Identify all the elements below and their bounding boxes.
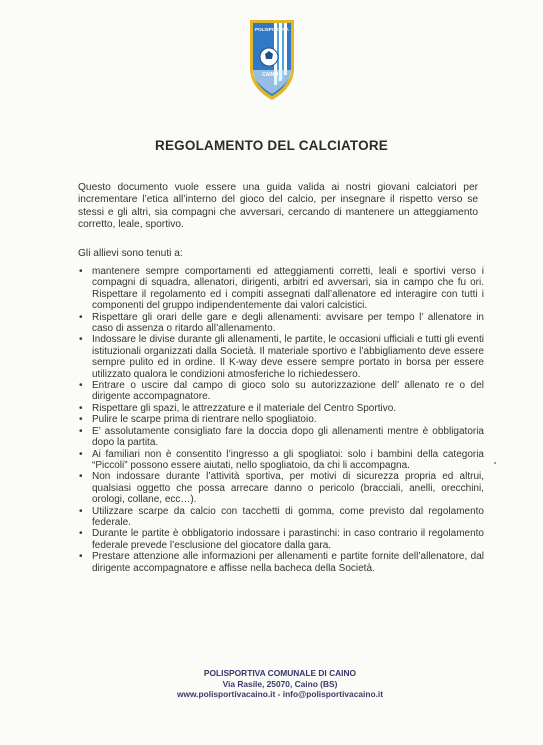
rule-text: Rispettare gli spazi, le attrezzature e il materiale del Centro Sportivo.: [92, 402, 397, 414]
bullet-icon: •: [79, 448, 83, 460]
rule-text: Prestare attenzione alle informazioni per allenamenti e partite fornite dell’allenatore, dal dirigente accompagnatore e affisse nella bacheca della Società.: [92, 551, 484, 574]
rule-text: mantenere sempre comportamenti ed atteggiamenti corretti, leali e sportivi verso i compagni di squadra, allenatori, dirigenti, arbitri ed avversari, sia in campo che fu ori. Rispettare il regolamento ed i compiti assegnati dall’allenatore ed interagire con tutti i componenti del gruppo indipendentemente dai valori calcistici.: [92, 266, 484, 312]
list-item: [78, 449, 484, 472]
footer-website: www.polisportivacaino.it - info@polisportivacaino.it: [176, 689, 384, 700]
bullet-icon: •: [79, 471, 83, 483]
bullet-icon: •: [79, 311, 83, 323]
bullet-icon: •: [79, 528, 83, 540]
list-item: [78, 528, 484, 551]
list-item: [78, 471, 484, 505]
list-item: [78, 414, 484, 425]
rule-text: Utilizzare scarpe da calcio con tacchetti di gomma, come previsto dal regolamento federale.: [92, 505, 484, 528]
bullet-icon: •: [79, 380, 83, 392]
footer-contact: [160, 668, 400, 700]
list-item: [78, 506, 484, 529]
rule-text: Durante le partite è obbligatorio indossare i parastinchi: in caso contrario il regolamento federale prevede l’esclusione del giocatore dalla gara.: [92, 528, 484, 551]
list-item: [78, 403, 484, 414]
rule-text: Non indossare durante l’attività sportiva, per motivi di sicurezza propria ed altrui, qualsiasi oggetto che possa arrecare danno o pericolo (bracciali, anelli, orecchini, orologi, collane, ecc…).: [92, 471, 484, 506]
bullet-icon: •: [79, 425, 83, 437]
bullet-icon: •: [79, 402, 83, 414]
list-item: [78, 334, 484, 380]
scan-speck: [494, 462, 496, 464]
intro-paragraph: Questo documento vuole essere una guida valida ai nostri giovani calciatori per incrementare l’etica all’interno del gioco del calcio, per insegnare il rispetto verso se stessi e gli altri, sia compagni che avversari, cercando di mantenere un atteggiamento corretto, leale, sportivo.: [78, 182, 478, 231]
crest-bottom-text: CAINO: [262, 72, 279, 78]
rule-text: Rispettare gli orari delle gare e degli allenamenti: avvisare per tempo l’ allenatore in caso di assenza o ritardo all’allenamento.: [92, 311, 484, 335]
rule-text: Indossare le divise durante gli allenamenti, le partite, le occasioni ufficiali e tutti gli eventi istituzionali organizzati dalla Società. Il materiale sportivo e l’abbigliamento deve essere sempre pulito ed in ordine. Il K-way deve essere sempre portato in borsa per essere utilizzato qualora le condizioni atmosferiche lo richiedessero.: [92, 334, 484, 380]
list-item: [78, 551, 484, 574]
rule-text: Ai familiari non è consentito l’ingresso a gli spogliatoi: solo i bambini della categoria “Piccoli” possono essere aiutati, nello spogliatoio, da chi li accompagna.: [92, 448, 484, 471]
list-item: [78, 380, 484, 403]
footer-address: Via Rasile, 25070, Caino (BS): [222, 678, 338, 689]
club-crest-logo: [248, 18, 296, 102]
rule-text: Pulire le scarpe prima di rientrare nello spogliatoio.: [92, 414, 317, 426]
page-title: REGOLAMENTO DEL CALCIATORE: [155, 138, 388, 153]
rule-text: Entrare o uscire dal campo di gioco solo su autorizzazione dell’ allenato re o del dirigente accompagnatore.: [92, 380, 484, 403]
bullet-icon: •: [79, 334, 83, 346]
bullet-icon: •: [79, 551, 83, 563]
bullet-icon: •: [79, 266, 83, 277]
list-item: [78, 266, 484, 312]
list-item: [78, 426, 484, 449]
bullet-icon: •: [79, 414, 83, 426]
crest-top-text: POLISPORTIVA: [255, 27, 289, 32]
list-item: [78, 312, 484, 335]
rules-list: [78, 266, 484, 574]
rule-text: E’ assolutamente consigliato fare la doccia dopo gli allenamenti mentre è obbligatoria dopo la partita.: [92, 425, 484, 449]
footer-org-name: POLISPORTIVA COMUNALE DI CAINO: [203, 668, 357, 678]
bullet-icon: •: [79, 505, 83, 517]
rules-lead-text: Gli allievi sono tenuti a:: [78, 248, 183, 259]
